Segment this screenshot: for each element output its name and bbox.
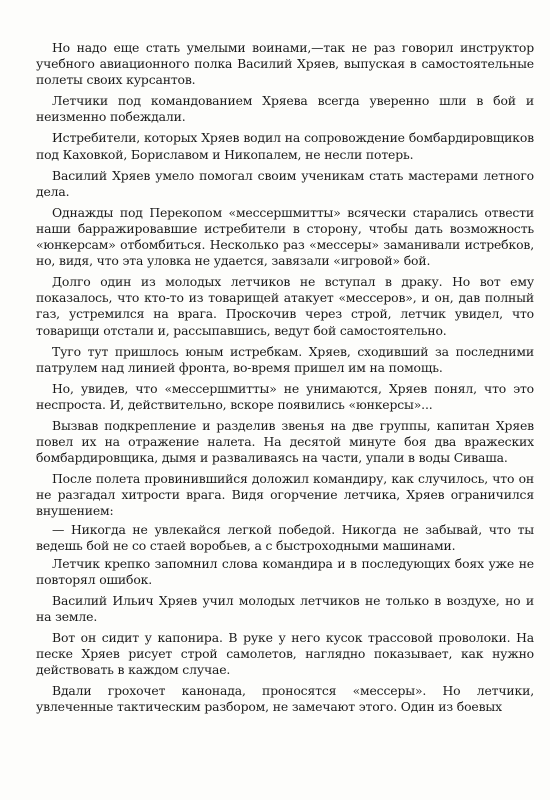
document-body: [36, 40, 534, 716]
paragraph: Летчики под командованием Хряева всегда уверенно шли в бой и неизменно побеждали.: [36, 93, 534, 125]
paragraph: Долго один из молодых летчиков не вступал в драку. Но вот ему показалось, что кто-то из товарищей атакует «мессеров», и он, дав полный газ, устремился на врага. Проскочив через строй, летчик увидел, что товарищи отстали и, рассыпавшись, ведут бой самостоятельно.: [36, 274, 534, 338]
paragraph: Вдали грохочет канонада, проносятся «мессеры». Но летчики, увлеченные тактическим разбором, не замечают этого. Один из боевых: [36, 683, 534, 715]
paragraph: Василий Ильич Хряев учил молодых летчиков не только в воздухе, но и на земле.: [36, 592, 534, 624]
paragraph: Летчик крепко запомнил слова командира и в последующих боях уже не повторял ошибок.: [36, 555, 534, 587]
paragraph: Однажды под Перекопом «мессершмитты» всячески старались отвести наши барражировавшие истребители в сторону, чтобы дать возможность «юнкерсам» отбомбиться. Несколько раз «мессеры» заманивали истребков, но, видя, что эта уловка не удается, завязали «игровой» бой.: [36, 204, 534, 269]
paragraph: Вызвав подкрепление и разделив звенья на две группы, капитан Хряев повел их на отражение налета. На десятой минуте боя два вражеских бомбардировщика, дымя и разваливаясь на части, упали в воды Сиваша.: [36, 417, 534, 466]
paragraph: Туго тут пришлось юным истребкам. Хряев, сходивший за последними патрулем над линией фронта, во-время пришел им на помощь.: [36, 343, 534, 375]
paragraph: — Никогда не увлекайся легкой победой. Никогда не забывай, что ты ведешь бой не со стаей воробьев, а с быстроходными машинами.: [36, 521, 534, 553]
paragraph: После полета провинившийся доложил командиру, как случилось, что он не разгадал хитрости врага. Видя огорчение летчика, Хряев ограничился внушением:: [36, 471, 534, 519]
paragraph: Василий Хряев умело помогал своим ученикам стать мастерами летного дела.: [36, 167, 534, 199]
paragraph: Но, увидев, что «мессершмитты» не унимаются, Хряев понял, что это неспроста. И, действительно, вскоре появились «юнкерсы»...: [36, 380, 534, 412]
paragraph: Но надо еще стать умелыми воинами,—так не раз говорил инструктор учебного авиационного полка Василий Хряев, выпуская в самостоятельные полеты своих курсантов.: [36, 40, 534, 88]
paragraph: Вот он сидит у капонира. В руке у него кусок трассовой проволоки. На песке Хряев рисует строй самолетов, наглядно показывает, как нужно действовать в каждом случае.: [36, 630, 534, 678]
paragraph: Истребители, которых Хряев водил на сопровождение бомбардировщиков под Каховкой, Бориславом и Никопалем, не несли потерь.: [36, 130, 534, 162]
